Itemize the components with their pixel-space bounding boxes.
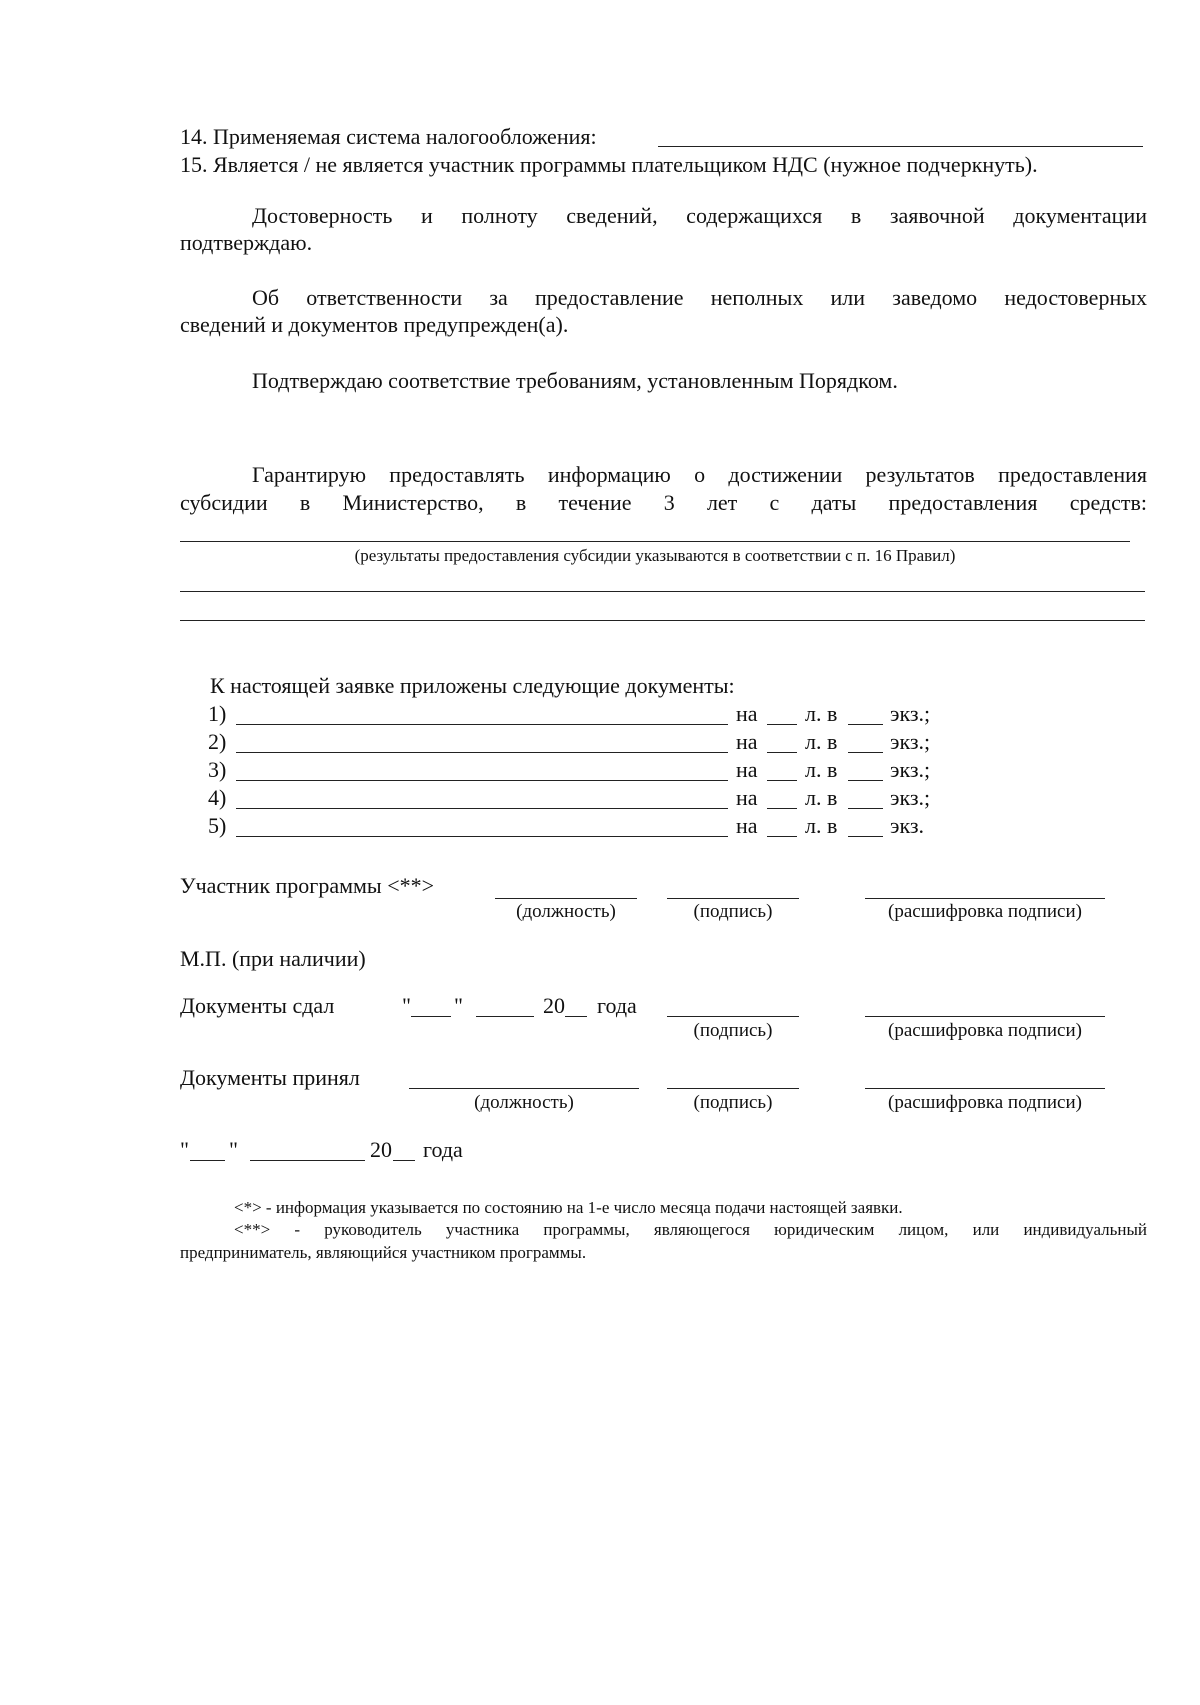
document-name-field[interactable]	[236, 836, 728, 837]
signature-caption: (подпись)	[693, 901, 773, 922]
paragraph-guarantee-cont: субсидии в Министерство, в течение 3 лет с даты предоставления средств:	[180, 490, 1147, 515]
copies-field[interactable]	[848, 808, 883, 809]
row-number: 2)	[208, 729, 227, 754]
na-label: на	[736, 813, 758, 838]
submitted-year-field[interactable]	[565, 1016, 587, 1017]
position-caption: (должность)	[516, 901, 616, 922]
footnote-2-cont: предприниматель, являющийся участником программы.	[180, 1243, 587, 1262]
documents-heading: К настоящей заявке приложены следующие документы:	[210, 673, 735, 698]
row-number: 3)	[208, 757, 227, 782]
signature-caption: (подпись)	[693, 1092, 773, 1113]
copies-field[interactable]	[848, 752, 883, 753]
submitted-signature-field[interactable]	[667, 1016, 799, 1017]
year-suffix: года	[597, 993, 637, 1018]
document-name-field[interactable]	[236, 752, 728, 753]
paragraph-responsibility-cont: сведений и документов предупрежден(а).	[180, 312, 569, 337]
item-14: 14. Применяемая система налогообложения:	[180, 124, 597, 149]
participant-decoding-field[interactable]	[865, 898, 1105, 899]
copies-label: экз.;	[890, 757, 931, 782]
paragraph-reliability-cont: подтверждаю.	[180, 230, 313, 255]
na-label: на	[736, 729, 758, 754]
quote-open: "	[402, 993, 411, 1018]
footnote-1: <*> - информация указывается по состоянию на 1-е число месяца подачи настоящей заявки.	[234, 1198, 903, 1217]
quote-open: "	[180, 1137, 189, 1162]
copies-label: экз.;	[890, 785, 931, 810]
accepted-signature-field[interactable]	[667, 1088, 799, 1089]
document-name-field[interactable]	[236, 780, 728, 781]
year-suffix: года	[423, 1137, 463, 1162]
pages-field[interactable]	[767, 780, 797, 781]
row-number: 1)	[208, 701, 227, 726]
copies-label: экз.	[890, 813, 925, 838]
pages-label: л. в	[805, 757, 838, 782]
accepted-month-field[interactable]	[250, 1160, 365, 1161]
quote-close: "	[229, 1137, 238, 1162]
accepted-label: Документы принял	[180, 1065, 360, 1090]
participant-signature-field[interactable]	[667, 898, 799, 899]
participant-position-field[interactable]	[495, 898, 637, 899]
document-name-field[interactable]	[236, 808, 728, 809]
pages-field[interactable]	[767, 808, 797, 809]
year-prefix: 20	[543, 993, 565, 1018]
stamp-label: М.П. (при наличии)	[180, 946, 366, 971]
accepted-position-field[interactable]	[409, 1088, 639, 1089]
paragraph-guarantee: Гарантирую предоставлять информацию о достижении результатов предоставления	[252, 462, 1147, 487]
row-number: 4)	[208, 785, 227, 810]
results-caption: (результаты предоставления субсидии указываются в соответствии с п. 16 Правил)	[354, 546, 956, 565]
copies-label: экз.;	[890, 729, 931, 754]
copies-field[interactable]	[848, 836, 883, 837]
item-15: 15. Является / не является участник программы плательщиком НДС (нужное подчеркнуть).	[180, 152, 1038, 177]
decoding-caption: (расшифровка подписи)	[888, 1020, 1082, 1041]
pages-label: л. в	[805, 701, 838, 726]
pages-label: л. в	[805, 785, 838, 810]
quote-close: "	[454, 993, 463, 1018]
document-name-field[interactable]	[236, 724, 728, 725]
signature-caption: (подпись)	[693, 1020, 773, 1041]
footnote-2: <**> - руководитель участника программы, являющегося юридическим лицом, или индивидуальный	[234, 1220, 1147, 1239]
submitted-decoding-field[interactable]	[865, 1016, 1105, 1017]
decoding-caption: (расшифровка подписи)	[888, 901, 1082, 922]
copies-field[interactable]	[848, 780, 883, 781]
position-caption: (должность)	[474, 1092, 574, 1113]
paragraph-responsibility: Об ответственности за предоставление неполных или заведомо недостоверных	[252, 285, 1147, 310]
na-label: на	[736, 757, 758, 782]
pages-label: л. в	[805, 813, 838, 838]
copies-label: экз.;	[890, 701, 931, 726]
row-number: 5)	[208, 813, 227, 838]
accepted-day-field[interactable]	[190, 1160, 225, 1161]
paragraph-compliance: Подтверждаю соответствие требованиям, установленным Порядком.	[252, 368, 898, 393]
year-prefix: 20	[370, 1137, 392, 1162]
accepted-decoding-field[interactable]	[865, 1088, 1105, 1089]
pages-field[interactable]	[767, 836, 797, 837]
copies-field[interactable]	[848, 724, 883, 725]
pages-field[interactable]	[767, 724, 797, 725]
decoding-caption: (расшифровка подписи)	[888, 1092, 1082, 1113]
accepted-year-field[interactable]	[393, 1160, 415, 1161]
submitted-day-field[interactable]	[411, 1016, 451, 1017]
na-label: на	[736, 701, 758, 726]
participant-label: Участник программы <**>	[180, 873, 435, 898]
pages-field[interactable]	[767, 752, 797, 753]
pages-label: л. в	[805, 729, 838, 754]
tax-system-field[interactable]	[658, 146, 1143, 147]
na-label: на	[736, 785, 758, 810]
results-line-3[interactable]	[180, 620, 1145, 621]
submitted-label: Документы сдал	[180, 993, 335, 1018]
submitted-month-field[interactable]	[476, 1016, 534, 1017]
results-line-1[interactable]	[180, 541, 1130, 542]
results-line-2[interactable]	[180, 591, 1145, 592]
paragraph-reliability: Достоверность и полноту сведений, содержащихся в заявочной документации	[252, 203, 1147, 228]
